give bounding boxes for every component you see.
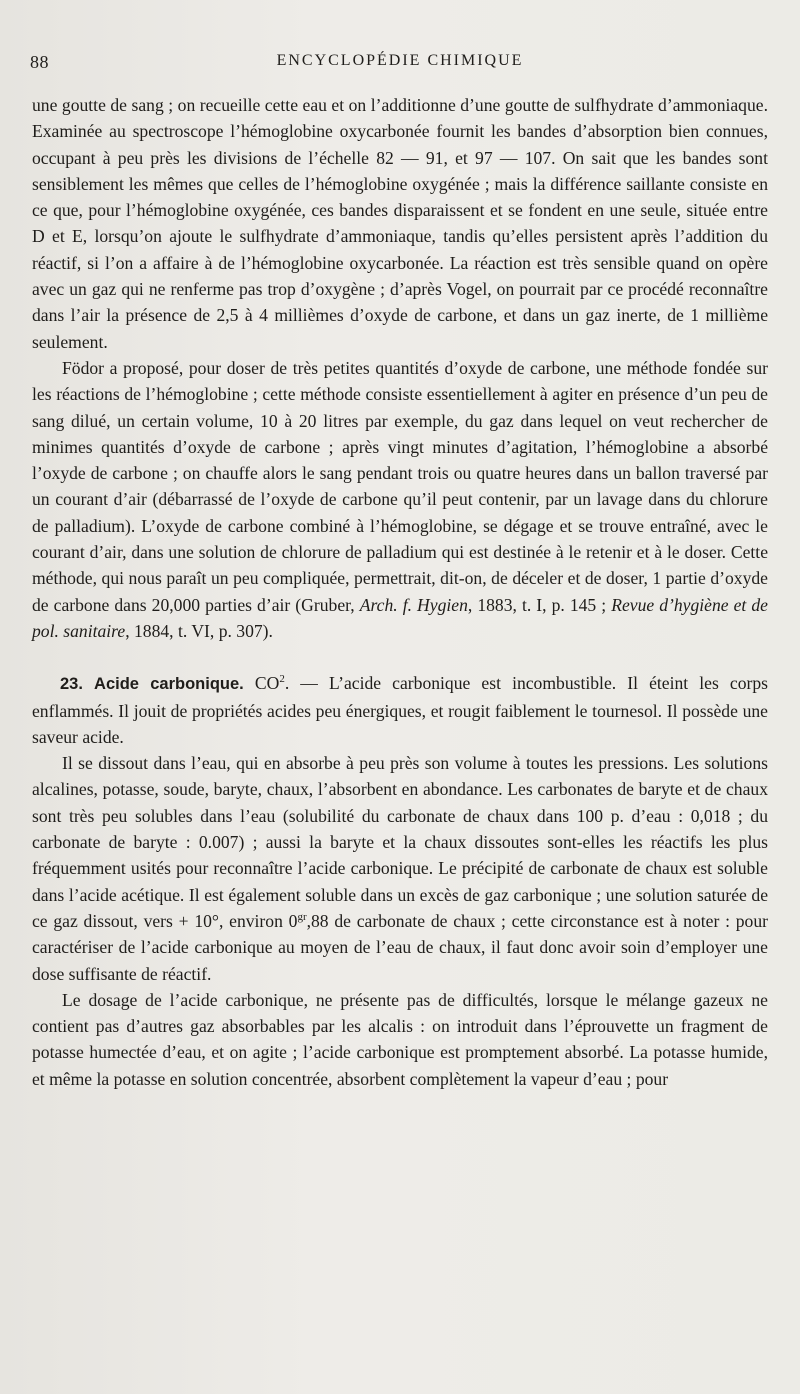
solubility-text-end: ,88 de carbonate de chaux ; cette circonstance est à noter : pour caractériser de l’acide carbonique au moyen de l’eau de chaux, il faut donc avoir soin d’employer une dose suffisante de réactif. <box>32 910 768 984</box>
formula-superscript: 2 <box>279 673 285 686</box>
citation-revue-hygiene: Revue d’hygiène et de pol. sanitaire <box>32 594 768 641</box>
section-23-acide-carbonique <box>32 670 768 750</box>
unit-gramme: gr <box>297 911 307 924</box>
citation-arch-hygien: Arch. f. Hygien <box>359 594 468 615</box>
paragraph-fodor-method <box>32 355 768 644</box>
citation-details: , 1883, t. I, p. 145 ; <box>467 594 612 615</box>
page-number: 88 <box>30 52 49 72</box>
running-head: ENCYCLOPÉDIE CHIMIQUE <box>276 52 524 69</box>
formula-base: CO <box>254 673 280 694</box>
page-header <box>30 52 770 76</box>
chemical-formula <box>255 673 285 693</box>
page-body <box>32 92 768 1092</box>
solubility-text: Il se dissout dans l’eau, qui en absorbe à peu près son volume à toutes les pressions. Les solutions alcalines, potasse, soude, baryte, chaux, l’absorbent en abondance. Les carbonates de baryte et de chaux sont très peu solubles dans l’eau (solubilité du carbonate de chaux dans 100 p. d’eau : 0,018 ; du carbonate de baryte : 0.007) ; aussi la baryte et la chaux dissoutes sont-elles les réactifs les plus fréquemment usités pour reconnaître l’acide carbonique. Le précipité de carbonate de chaux est soluble dans l’acide acétique. Il est également soluble dans un excès de gaz carbonique ; une solution saturée de ce gaz dissout, vers + 10°, environ 0 <box>32 753 768 931</box>
fodor-text: Födor a proposé, pour doser de très petites quantités d’oxyde de carbone, une méthode fondée sur les réactions de l’hémoglobine ; cette méthode consiste essentiellement à agiter en présence d’un peu de sang dilué, un certain volume, 10 à 20 litres par exemple, du gaz dans lequel on veut rechercher de minimes quantités d’oxyde de carbone ; après vingt minutes d’agitation, l’hémoglobine a absorbé l’oxyde de carbone ; on chauffe alors le sang pendant trois ou quatre heures dans un ballon traversé par un courant d’air (débarrassé de l’oxyde de carbone qu’il peut contenir, par un lavage dans du chlorure de palladium). L’oxyde de carbone combiné à l’hémoglobine, se dégage et se trouve entraîné, avec le courant d’air, dans une solution de chlorure de palladium qui est destinée à le retenir et à le doser. Cette méthode, qui nous paraît un peu compliquée, permettrait, dit-on, de déceler et de doser, 1 partie d’oxyde de carbone dans 20,000 parties d’air (Gruber, <box>32 357 768 615</box>
section-intro-text: . — L’acide carbonique est incombustible. Il éteint les corps enflammés. Il jouit de propriétés acides peu énergiques, et rougit faiblement le tournesol. Il possède une saveur acide. <box>32 673 768 747</box>
citation-end: , 1884, t. VI, p. 307). <box>125 620 273 641</box>
paragraph-dosage: Le dosage de l’acide carbonique, ne présente pas de difficultés, lorsque le mélange gazeux ne contient pas d’autres gaz absorbables par les alcalis : on introduit dans l’éprouvette un fragment de potasse humectée d’eau, et on agite ; l’acide carbonique est promptement absorbé. La potasse humide, et même la potasse en solution concentrée, absorbent complètement la vapeur d’eau ; pour <box>32 989 768 1089</box>
paragraph-hemoglobin-spectroscope: une goutte de sang ; on recueille cette eau et on l’additionne d’une goutte de sulfhydrate d’ammoniaque. Examinée au spectroscope l’hémoglobine oxycarbonée fournit les bandes d’absorption bien connues, occupant à peu près les divisions de l’échelle 82 — 91, et 97 — 107. On sait que les bandes sont sensiblement les mêmes que celles de l’hémoglobine oxygénée ; mais la différence saillante consiste en ce que, pour l’hémoglobine oxygénée, ces bandes disparaissent et se fondent en une seule, située entre D et E, lorsqu’on ajoute le sulfhydrate d’ammoniaque, tandis qu’elles persistent après l’addition du réactif, si l’on a affaire à de l’hémoglobine oxycarbonée. La réaction est très sensible quand on opère avec un gaz qui ne renferme pas trop d’oxygène ; d’après Vogel, on pourrait par ce procédé reconnaître dans l’air la présence de 2,5 à 4 millièmes d’oxyde de carbone, et dans un gaz inerte, de 1 millième seulement. <box>32 95 768 352</box>
section-title: Acide carbonique. <box>94 675 244 694</box>
paragraph-solubility <box>32 750 768 987</box>
section-number: 23. <box>60 675 83 694</box>
